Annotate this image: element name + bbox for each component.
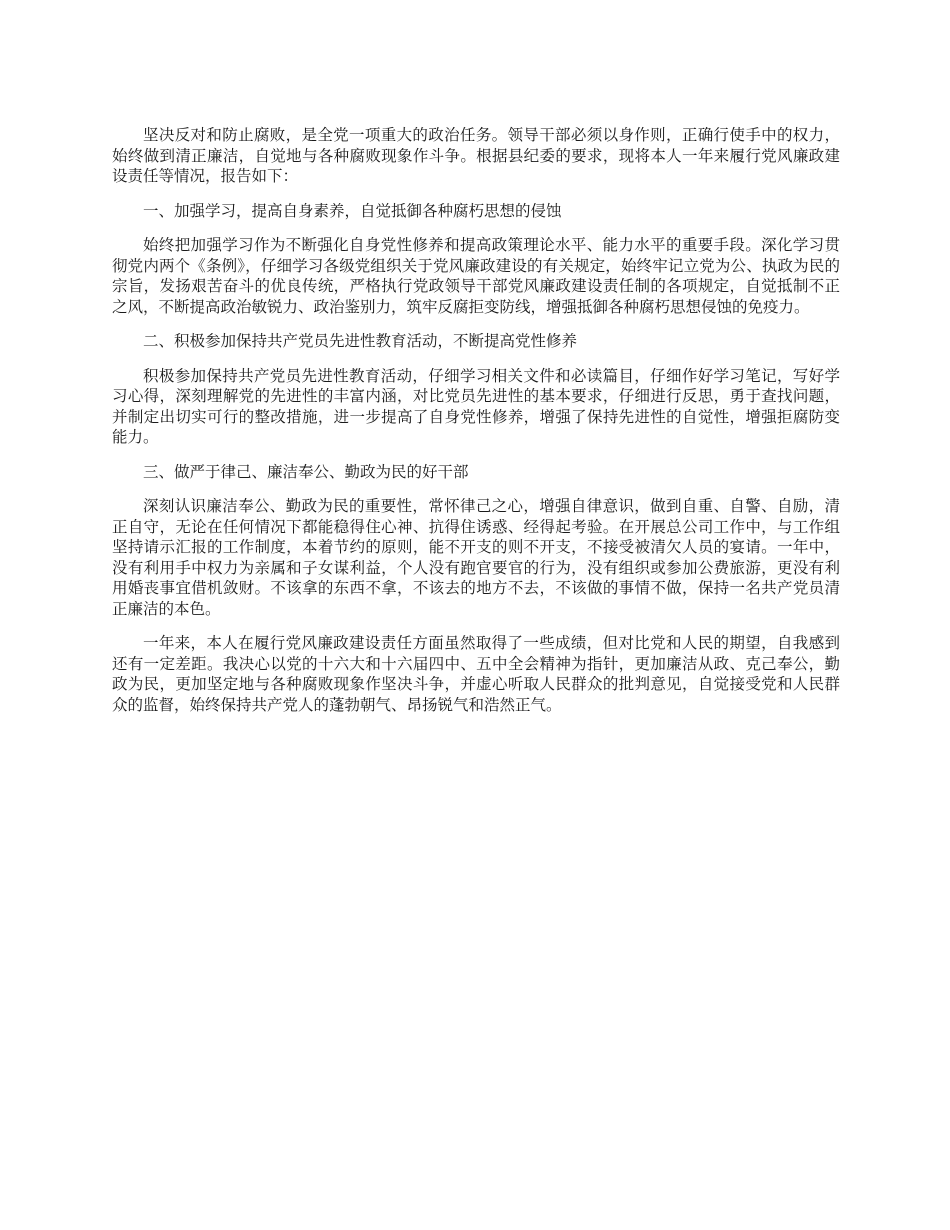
section-heading-3: 三、做严于律己、廉洁奉公、勤政为民的好干部 — [143, 462, 469, 481]
conclusion-paragraph: 一年来，本人在履行党风廉政建设责任方面虽然取得了一些成绩，但对比党和人民的期望，自我感到还有一定差距。我决心以党的十六大和十六届四中、五中全会精神为指针，更加廉洁从政、克己奉公，勤政为民，更加坚定地与各种腐败现象作坚决斗争，并虚心听取人民群众的批判意见，自觉接受党和人民群众的监督，始终保持共产党人的蓬勃朝气、昂扬锐气和浩然正气。 — [112, 634, 840, 714]
section-3-paragraph: 深刻认识廉洁奉公、勤政为民的重要性，常怀律己之心，增强自律意识，做到自重、自警、自励，清正自守，无论在任何情况下都能稳得住心神、抗得住诱惑、经得起考验。在开展总公司工作中，与工作组坚持请示汇报的工作制度，本着节约的原则，能不开支的则不开支，不接受被清欠人员的宴请。一年中，没有利用手中权力为亲属和子女谋利益，个人没有跑官要官的行为，没有组织或参加公费旅游，更没有利用婚丧事宜借机敛财。不该拿的东西不拿，不该去的地方不去，不该做的事情不做，保持一名共产党员清正廉洁的本色。 — [112, 497, 840, 618]
intro-paragraph: 坚决反对和防止腐败，是全党一项重大的政治任务。领导干部必须以身作则，正确行使手中的权力，始终做到清正廉洁，自觉地与各种腐败现象作斗争。根据县纪委的要求，现将本人一年来履行党风廉政建设责任等情况，报告如下： — [112, 126, 840, 185]
section-heading-1: 一、加强学习，提高自身素养，自觉抵御各种腐朽思想的侵蚀 — [143, 201, 562, 220]
section-1-paragraph: 始终把加强学习作为不断强化自身党性修养和提高政策理论水平、能力水平的重要手段。深化学习贯彻党内两个《条例》，仔细学习各级党组织关于党风廉政建设的有关规定，始终牢记立党为公、执政为民的宗旨，发扬艰苦奋斗的优良传统，严格执行党政领导干部党风廉政建设责任制的各项规定，自觉抵制不正之风，不断提高政治敏锐力、政治鉴别力，筑牢反腐拒变防线，增强抵御各种腐朽思想侵蚀的免疫力。 — [112, 236, 840, 316]
document-body — [112, 125, 840, 729]
section-2-paragraph: 积极参加保持共产党员先进性教育活动，仔细学习相关文件和必读篇目，仔细作好学习笔记，写好学习心得，深刻理解党的先进性的丰富内涵，对比党员先进性的基本要求，仔细进行反思，勇于查找问题，并制定出切实可行的整改措施，进一步提高了自身党性修养，增强了保持先进性的自觉性，增强拒腐防变能力。 — [112, 366, 840, 446]
section-heading-2: 二、积极参加保持共产党员先进性教育活动，不断提高党性修养 — [143, 332, 578, 350]
